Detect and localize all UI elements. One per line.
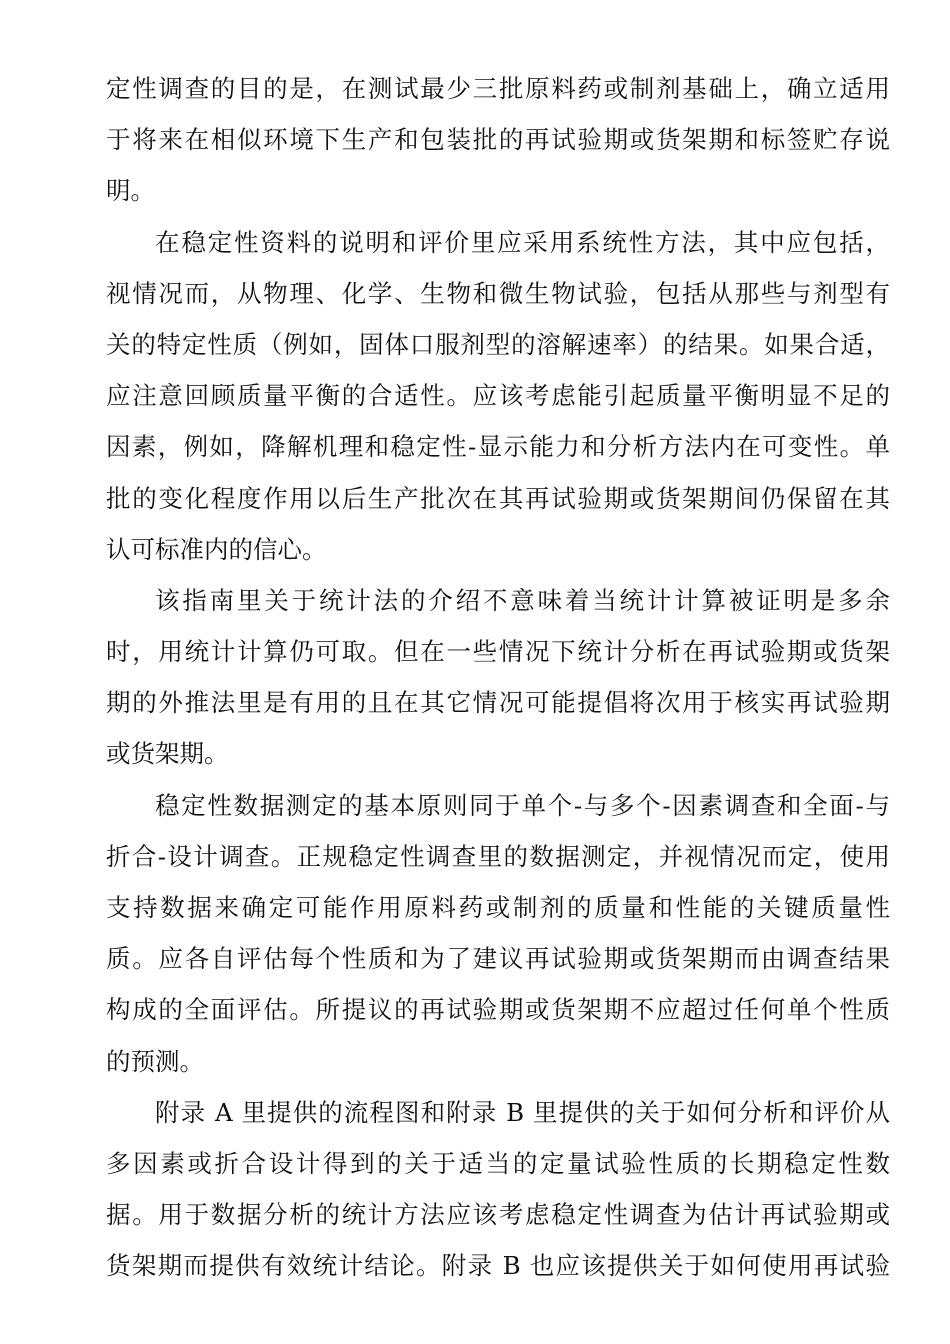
text-line: 附录 A 里提供的流程图和附录 B 里提供的关于如何分析和评价从: [155, 1097, 890, 1127]
text-line: 批的变化程度作用以后生产批次在其再试验期或货架期间仍保留在其: [106, 483, 890, 513]
paragraph-1: [106, 63, 890, 217]
paragraph-2: [106, 217, 890, 575]
text-line: 关的特定性质（例如，固体口服剂型的溶解速率）的结果。如果合适，: [106, 329, 890, 359]
text-line: 多因素或折合设计得到的关于适当的定量试验性质的长期稳定性数: [106, 1148, 890, 1178]
text-line: 据。用于数据分析的统计方法应该考虑稳定性调查为估计再试验期或: [106, 1200, 890, 1230]
text-line: 在稳定性资料的说明和评价里应采用系统性方法，其中应包括，: [155, 227, 890, 257]
paragraph-4: [106, 780, 890, 1087]
text-line: 稳定性数据测定的基本原则同于单个-与多个-因素调查和全面-与: [155, 790, 890, 820]
text-line: 支持数据来确定可能作用原料药或制剂的质量和性能的关键质量性: [106, 893, 890, 922]
text-line: 或货架期。: [106, 739, 229, 769]
paragraph-3: [106, 575, 890, 780]
text-line: 质。应各自评估每个性质和为了建议再试验期或货架期而由调查结果: [106, 944, 890, 974]
text-line: 应注意回顾质量平衡的合适性。应该考虑能引起质量平衡明显不足的: [106, 381, 890, 411]
text-line: 期的外推法里是有用的且在其它情况可能提倡将次用于核实再试验期: [106, 688, 890, 718]
text-line: 构成的全面评估。所提议的再试验期或货架期不应超过任何单个性质: [106, 995, 890, 1025]
document-body: [106, 63, 890, 1292]
text-line: 时，用统计计算仍可取。但在一些情况下统计分析在再试验期或货架: [106, 637, 890, 667]
text-line: 定性调查的目的是，在测试最少三批原料药或制剂基础上，确立适用: [106, 74, 890, 103]
text-line: 折合-设计调查。正规稳定性调查里的数据测定，并视情况而定，使用: [106, 841, 890, 871]
text-line: 因素，例如，降解机理和稳定性-显示能力和分析方法内在可变性。单: [106, 432, 890, 462]
text-line: 该指南里关于统计法的介绍不意味着当统计计算被证明是多余: [155, 585, 890, 615]
text-line: 明。: [106, 176, 155, 206]
text-line: 于将来在相似环境下生产和包装批的再试验期或货架期和标签贮存说: [106, 125, 890, 155]
text-line: 认可标准内的信心。: [106, 534, 327, 564]
text-line: 视情况而，从物理、化学、生物和微生物试验，包括从那些与剂型有: [106, 278, 890, 308]
text-line: 货架期而提供有效统计结论。附录 B 也应该提供关于如何使用再试验: [106, 1251, 890, 1281]
paragraph-5: [106, 1087, 890, 1292]
text-line: 的预测。: [106, 1046, 204, 1076]
